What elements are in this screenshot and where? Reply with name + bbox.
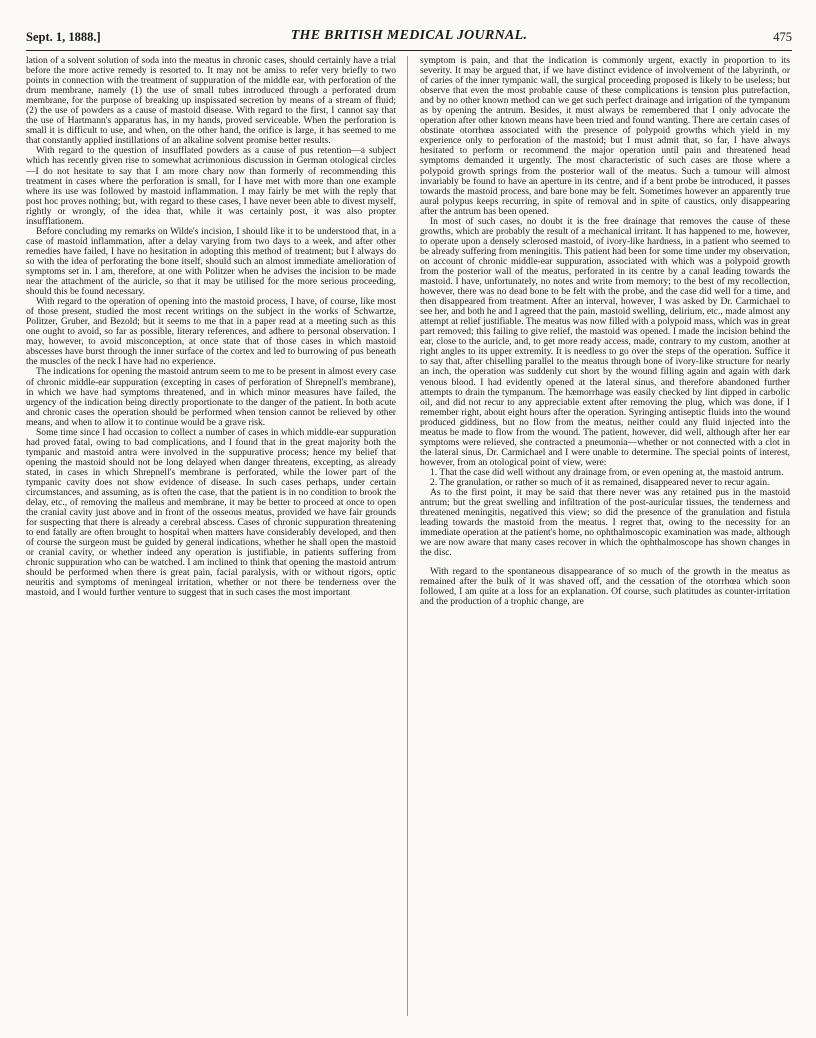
list-item: 1. That the case did well without any drainage from, or even opening at, the mastoid antrum. — [430, 466, 784, 478]
column-divider — [407, 56, 408, 1016]
paragraph: The indications for opening the mastoid antrum seem to me to be present in almost every case of chronic middle-ear suppuration (excepting in cases of perforation of Shrepnell's membrane), in which we have had symptoms threatened, and in which minor measures have failed, the urgency of the indication being directly proportionate to the danger of the patient. In both acute and chronic cases the operation should be performed when tension cannot be relieved by other means, and when to allow it to continue would be a grave risk. — [26, 366, 396, 428]
paragraph: Before concluding my remarks on Wilde's incision, I should like it to be understood that, in a case of mastoid inflammation, after a delay varying from two days to a week, and after other remedies have failed, I have no hesitation in adopting this method of treatment; but I always do so with the idea of perforating the bone itself, should such an almost immediate amelioration of symptoms set in. I am, therefore, at one with Politzer when he advises the incision to be made near the attachment of the auricle, so that it may be utilised for the more serious proceeding, should this be found necessary. — [26, 225, 396, 298]
paragraph: In most of such cases, no doubt it is the free drainage that removes the cause of these growths, which are probably the result of a mechanical irritant. It has happened to me, however, to operate upon a densely sclerosed mastoid, of ivory-like hardness, in a patient who seemed to be already suffering from meningitis. This patient had been for some time under my observation, on account of chronic middle-ear suppuration, associated with which was a polypoid growth from the posterior wall of the meatus, perforated in its centre by a canal leading towards the mastoid. I have, unfortunately, no notes and write from memory; to the best of my recollection, however, there was no dead bone to be felt with the probe, and the case did well for a time, and then disappeared from treatment. After an interval, however, I was asked by Dr. Carmichael to see her, and both he and I agreed that the pain, mastoid swelling, delirium, etc., made almost any attempt at relief justifiable. The meatus was now filled with a polypoid mass, which was in great part removed; this failing to give relief, the mastoid was opened. I made the incision behind the ear, close to the auricle, and, to get more ready access, made, contrary to my custom, another at right angles to its upper extremity. It is needless to go over the steps of the operation. Suffice it to say that, after chiselling parallel to the meatus through bone of ivory-like structure for nearly an inch, the operation was suddenly cut short by the wound filling again and again with dark venous blood. I had evidently opened at the lateral sinus, and therefore abandoned further attempts to drain the tympanum. The hæmorrhage was easily checked by lint dipped in carbolic oil, and did not recur to any appreciable extent after removing the plug, which was done, if I remember right, about eight hours after the operation. Syringing antiseptic fluids into the wound produced giddiness, but no flow from the meatus, neither could any fluid injected into the meatus be made to flow from the wound. The patient, however, did well, although after her ear symptoms were relieved, she contracted a pneumonia—whether or not connected with a clot in the lateral sinus, Dr. Carmichael and I were unable to determine. The special points of interest, however, from an otological point of view, were: — [420, 215, 790, 468]
paragraph: With regard to the spontaneous disappearance of so much of the growth in the meatus as remained after the bulk of it was shaved off, and the cessation of the otorrhœa which soon followed, I am quite at a loss for an explanation. Of course, such platitudes as counter-irritation and the production of a trophic change, are — [420, 566, 790, 608]
issue-date: Sept. 1, 1888.] — [26, 30, 101, 44]
page-number: 475 — [773, 30, 792, 44]
paragraph: With regard to the question of insufflated powders as a cause of pus retention—a subject which has recently given rise to somewhat acrimonious discussion in German otological circles—I do not hesitate to say that I am more chary now than formerly of recommending this treatment in cases where the perforation is small, for I have met with more than one example where its use was followed by mastoid inflammation. I may fairly be met with the reply that post hoc proves nothing; but, with regard to these cases, I have never been able to divest myself, rightly or wrongly, of the idea that, while it was certainly post, it was also propter insufflationem. — [26, 145, 396, 227]
paragraph: lation of a solvent solution of soda into the meatus in chronic cases, should certainly have a trial before the more active remedy is resorted to. It may not be amiss to refer very briefly to two points in connection with the treatment of suppuration of the middle ear, with perforation of the drum membrane, namely (1) the use of small tubes introduced through a perforated drum membrane, for the purpose of breaking up inspissated secretion by means of a stream of fluid; (2) the use of powders as a cause of mastoid disease. With regard to the first, I cannot say that the use of Hartmann's apparatus has, in my hands, proved serviceable. When the perforation is small it is difficult to use, and when, on the other hand, the orifice is large, it has seemed to me that constantly applied instillations of an alkaline solvent promise better results. — [26, 56, 396, 147]
left-column — [26, 56, 396, 1016]
paragraph: As to the first point, it may be said that there never was any retained pus in the mastoid antrum; but the great swelling and infiltration of the post-auricular tissues, the tenderness and threatened meningitis, negatived this view; so did the presence of the granulation and fistula leading towards the mastoid from the meatus. I regret that, owing to the necessity for an immediate operation at the patient's home, no ophthalmoscopic examination was made, although we are now aware that many cases recover in which the ophthalmoscope has shown changes in the disc. — [420, 487, 790, 559]
paragraph: symptom is pain, and that the indication is commonly urgent, exactly in proportion to its severity. It may be argued that, if we have distinct evidence of involvement of the labyrinth, or of caries of the inner tympanic wall, the surgical proceeding proposed is likely to be useless; but observe that even the most probable cause of these complications is tension plus putrefaction, and by no other known method can we get such perfect drainage and irrigation of the tympanum as by opening the antrum. Besides, it must always be remembered that I only advocate the operation after other known means have been tried and found wanting. There are certain cases of obstinate otorrhœa associated with the presence of polypoid growths which yield in my experience only to perforation of the mastoid; but I must admit that, so far, I have always hesitated to perform or recommend the major operation until pain and threatened head symptoms demanded it urgently. The most characteristic of such cases are those where a polypoid growth springs from the posterior wall of the meatus. Such a tumour will almost invariably be found to have an aperture in its centre, and if a bent probe be introduced, it passes towards the mastoid process, and bare bone may be felt. Sometimes however an apparently true aural polypus keeps recurring, in spite of removal and in spite of caustics, only disappearing after the antrum has been opened. — [420, 56, 790, 217]
journal-title: THE BRITISH MEDICAL JOURNAL. — [290, 28, 528, 43]
page-header — [26, 26, 792, 51]
list-item: 2. The granulation, or rather so much of it as remained, disappeared never to recur again. — [430, 476, 770, 488]
paragraph: With regard to the operation of opening into the mastoid process, I have, of course, like most of those present, studied the most recent writings on the subject in the works of Schwartze, Politzer, Gruber, and Bezold; but it seems to me that in a paper read at a meeting such as this one ought to avoid, so far as possible, literary references, and adhere to personal observation. I may, however, to avoid misconception, at once state that of those cases in which mastoid abscesses have burst through the inner surface of the cortex and led to burrowing of pus beneath the muscles of the neck I have had no experience. — [26, 296, 396, 368]
right-column — [420, 56, 790, 1016]
paragraph: Some time since I had occasion to collect a number of cases in which middle-ear suppuration had proved fatal, owing to bad complications, and I found that in the great majority both the tympanic and mastoid antra were involved in the suppurative process; hence my belief that opening the mastoid should not be long delayed when danger threatens, excepting, as already stated, in cases in which Shrepnell's membrane is perforated, while the lower part of the tympanic cavity does not show evidence of disease. In such cases perhaps, under certain circumstances, and assuming, as is often the case, that the patient is in no condition to brook the delay, etc., of removing the malleus and membrane, it may be better to proceed at once to open the cranial cavity just above and in front of the osseous meatus, provided we have fair grounds for suspecting that there is already a cerebral abscess. Cases of chronic suppuration threatening to end fatally are often brought to hospital when matters have considerably developed, and then of course the surgeon must be guided by general indications, whether he shall open the mastoid or cranial cavity, or whether indeed any operation is justifiable, in patients suffering from chronic suppuration who can be watched. I am inclined to think that opening the mastoid antrum should be performed when there is great pain, facial paralysis, with or without rigors, optic neuritis and symptoms of meningeal irritation, whether or not there be tenderness over the mastoid, and I would further venture to suggest that in such cases the most important — [26, 426, 396, 599]
